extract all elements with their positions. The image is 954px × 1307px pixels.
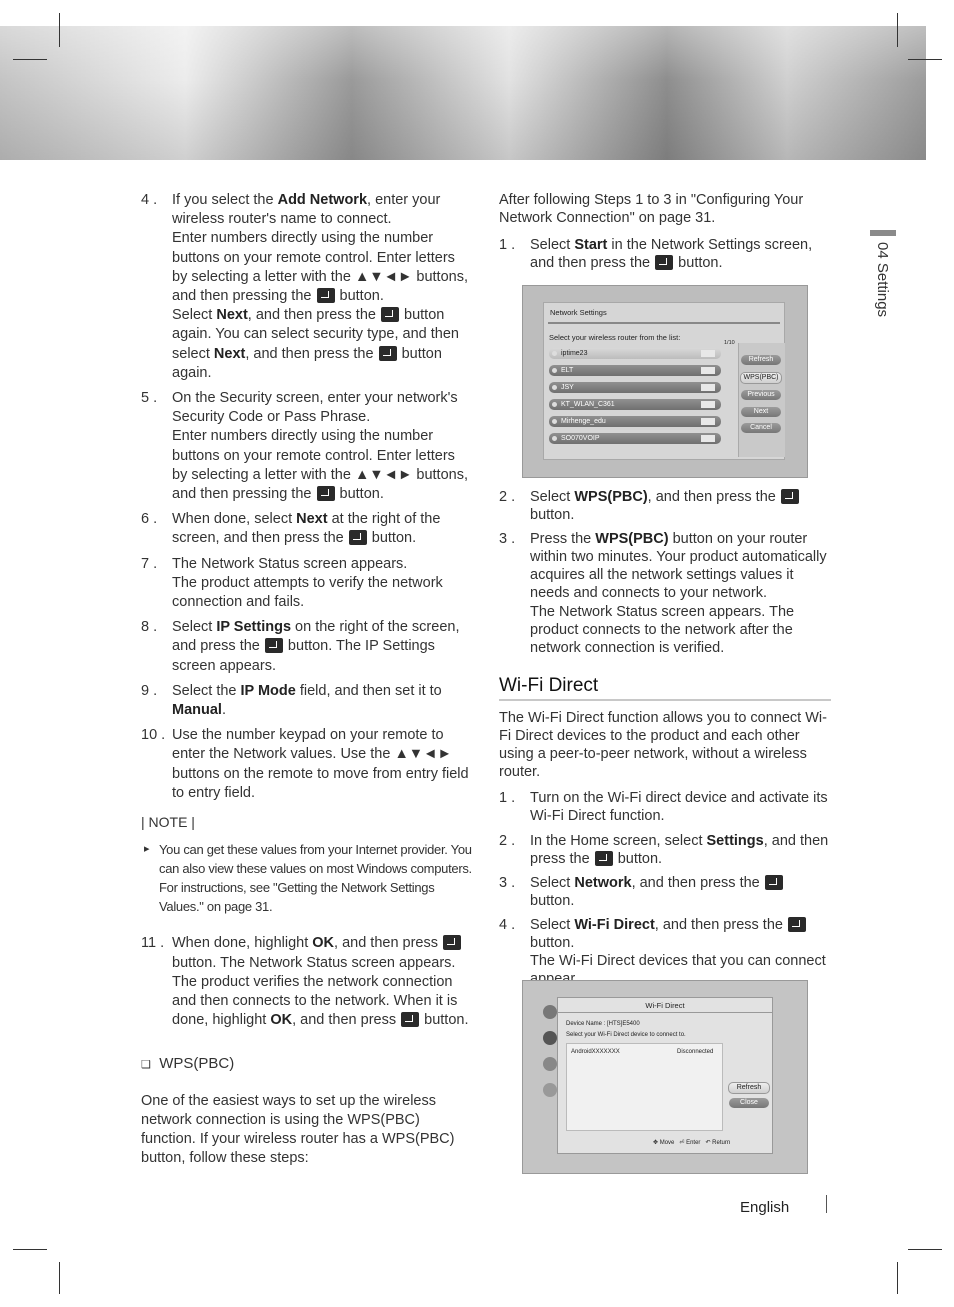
term: OK <box>270 1012 293 1029</box>
step-7 <box>141 555 473 613</box>
divider <box>548 322 780 324</box>
crop-mark <box>908 59 942 60</box>
device-list <box>566 1043 723 1131</box>
note-heading: | NOTE | <box>141 814 195 831</box>
text: Select the <box>172 682 241 699</box>
network-name: Mirhenge_edu <box>561 418 606 425</box>
step-number: 1 . <box>499 790 516 807</box>
enter-icon <box>317 288 335 303</box>
enter-icon <box>265 638 283 653</box>
network-name: iptime23 <box>561 350 588 357</box>
crop-mark <box>897 13 898 47</box>
term: IP Settings <box>216 619 292 636</box>
text: button. <box>674 254 723 271</box>
network-name: JSY <box>561 384 574 391</box>
wifi-step-4 <box>499 916 831 988</box>
term: Wi-Fi Direct <box>574 916 655 933</box>
refresh-button[interactable]: Refresh <box>728 1082 770 1094</box>
text: When done, highlight <box>172 935 313 952</box>
wps-intro: One of the easiest ways to set up the wireless network connection is using the WPS(PBC) function. If your wireless router has a WPS(PBC) button, follow these steps: <box>141 1092 455 1167</box>
wps-title: WPS(PBC) <box>159 1055 235 1073</box>
term: IP Mode <box>240 682 296 699</box>
chapter-tab <box>870 230 896 340</box>
text: Select <box>530 916 575 933</box>
enter-icon <box>655 255 673 270</box>
note-body: ▸ You can get these values from your Internet provider. You can also view these values on most Windows computers. For instructions, see "Getting the Network Settings Values." on page 31. <box>141 840 473 916</box>
text: . <box>221 702 226 719</box>
text: Use the number keypad on your remote to enter the Network values. Use the ▲▼◄► buttons on the remote to move from entry field to entry field. <box>172 727 469 801</box>
step-number: 7 . <box>141 555 158 572</box>
text: The Network Status screen appears. The product connects to the network after the network connection is verified. <box>530 603 795 656</box>
signal-icon <box>701 367 715 374</box>
text: button. <box>530 892 575 909</box>
step-number: 10 . <box>141 727 166 744</box>
text: , and then press <box>334 935 443 952</box>
intro-text: After following Steps 1 to 3 in "Configuring Your Network Connection" on page 31. <box>499 192 804 227</box>
term: WPS(PBC) <box>574 489 648 505</box>
enter-label: Enter <box>686 1140 701 1146</box>
wifi-direct-intro: The Wi-Fi Direct function allows you to connect Wi-Fi Direct devices to the product and each other using a peer-to-peer network, without a wireless router. <box>499 709 827 781</box>
enter-icon <box>379 346 397 361</box>
wifi-direct-screenshot <box>522 980 808 1174</box>
chapter-tab-bar <box>870 230 896 236</box>
network-name: SO070VOIP <box>561 435 600 442</box>
text: field, and then set it to <box>295 682 442 699</box>
right-column-top <box>499 191 831 278</box>
term: WPS(PBC) <box>595 531 669 548</box>
step-11 <box>141 934 473 1030</box>
text: button. <box>530 507 575 524</box>
page-indicator: 1/10 <box>724 340 735 346</box>
text: Enter numbers directly using the number buttons on your remote control. Enter letters by selecting a letter with the ▲▼◄► buttons, and then pressing the <box>172 230 468 305</box>
step-number: 5 . <box>141 390 158 407</box>
step-number: 4 . <box>141 192 158 208</box>
text: Turn on the Wi-Fi direct device and activate its Wi-Fi Direct function. <box>530 790 828 825</box>
chapter-tab-label: 04 Settings <box>874 242 891 318</box>
text: button. <box>420 1012 469 1029</box>
wifi-step-2 <box>499 832 831 868</box>
crop-mark <box>59 1262 60 1294</box>
dialog-title: Wi-Fi Direct <box>645 1001 685 1010</box>
network-row[interactable] <box>549 416 721 427</box>
text: button. <box>613 850 663 867</box>
wifi-direct-dialog <box>557 997 773 1154</box>
text: on the right of the screen, and press the <box>172 619 460 655</box>
network-row[interactable] <box>549 348 721 359</box>
network-name: ELT <box>561 367 574 374</box>
network-row[interactable] <box>549 365 721 376</box>
term: Manual <box>172 702 222 719</box>
language-footer: English <box>740 1199 790 1216</box>
network-row[interactable] <box>549 399 721 410</box>
text: , and then press <box>292 1012 401 1029</box>
term: Next <box>213 345 246 362</box>
step-6 <box>141 510 473 548</box>
step-number: 4 . <box>499 916 516 933</box>
step-8 <box>141 618 473 676</box>
step-number: 3 . <box>499 531 516 548</box>
wps-step-3 <box>499 530 831 657</box>
step-9 <box>141 682 473 720</box>
step-number: 3 . <box>499 874 516 891</box>
text: Select <box>530 874 575 891</box>
step-number: 2 . <box>499 489 516 505</box>
signal-icon <box>701 384 715 391</box>
enter-icon <box>765 875 783 890</box>
wps-step-2 <box>499 488 831 524</box>
step-number: 9 . <box>141 682 158 699</box>
text: Select <box>530 236 575 253</box>
term: OK <box>312 935 335 952</box>
device-item-name[interactable]: AndroidXXXXXXX <box>571 1049 620 1055</box>
left-column <box>141 191 473 1168</box>
step-number: 11 . <box>141 935 165 952</box>
enter-icon <box>781 489 799 504</box>
cancel-button[interactable]: Cancel <box>741 423 781 433</box>
term: Network <box>574 874 632 891</box>
signal-icon <box>701 350 715 357</box>
term: Next <box>216 307 248 324</box>
header-banner <box>0 26 926 160</box>
footer-divider <box>826 1195 827 1213</box>
text: , and then press the <box>631 874 764 891</box>
dialog-footer <box>653 1139 730 1148</box>
step-number: 2 . <box>499 832 516 849</box>
enter-icon <box>443 935 461 950</box>
network-name: KT_WLAN_C361 <box>561 401 615 408</box>
home-icons <box>543 1005 557 1135</box>
step-10 <box>141 726 473 803</box>
wps-step-1 <box>499 236 831 273</box>
text: button again. You can select security type, and then select <box>172 307 459 362</box>
text: On the Security screen, enter your network's Security Code or Pass Phrase. <box>172 390 458 426</box>
screen-title: Network Settings <box>550 308 607 317</box>
network-row[interactable] <box>549 382 721 393</box>
text: In the Home screen, select <box>530 832 707 849</box>
step-number: 8 . <box>141 619 158 636</box>
text: , and then press the <box>530 832 829 867</box>
text: , and then press the <box>647 489 780 505</box>
wifi-step-3 <box>499 874 831 910</box>
enter-icon <box>381 307 399 322</box>
enter-icon <box>401 1012 419 1027</box>
crop-mark <box>897 1262 898 1294</box>
text: in the Network Settings screen, and then press the <box>530 236 813 271</box>
text: at the right of the screen, and then press the <box>172 511 441 547</box>
term: Next <box>296 511 328 528</box>
step-5 <box>141 389 473 504</box>
text: , and then press the <box>245 345 378 362</box>
term: Settings <box>706 832 764 849</box>
step-4 <box>141 191 473 383</box>
crop-mark <box>59 13 60 47</box>
text: button. <box>335 288 384 305</box>
step-number: 1 . <box>499 236 516 253</box>
text: Select <box>172 619 217 636</box>
text: button. The Network Status screen appears. The product verifies the network connection and then connects to the network. When it is done, highlight <box>172 954 458 1029</box>
device-item-status: Disconnected <box>677 1049 714 1055</box>
return-label: Return <box>712 1140 731 1146</box>
screen-subtitle: Select your wireless router from the list: <box>549 333 681 342</box>
text: Enter numbers directly using the number buttons on your remote control. Enter letters by selecting a letter with the ▲▼◄► buttons, and then pressing the <box>172 428 468 503</box>
network-settings-screenshot <box>522 285 808 478</box>
signal-icon <box>701 418 715 425</box>
previous-button[interactable]: Previous <box>741 390 781 400</box>
text: The Network Status screen appears. <box>172 555 408 572</box>
text: button. <box>367 530 417 547</box>
enter-icon <box>317 486 335 501</box>
text: button. <box>335 486 384 503</box>
enter-icon: ⏎ <box>679 1140 685 1146</box>
text: Press the <box>530 531 596 548</box>
close-button[interactable]: Close <box>729 1098 769 1108</box>
right-column-mid <box>499 488 831 994</box>
wifi-direct-heading: Wi-Fi Direct <box>499 677 831 701</box>
crop-mark <box>908 1249 942 1250</box>
next-button[interactable]: Next <box>741 407 781 417</box>
signal-icon <box>701 401 715 408</box>
text: Select <box>172 307 217 324</box>
move-label: Move <box>659 1140 675 1146</box>
checkbox-icon: ❑ <box>141 1059 151 1072</box>
text: , enter your wireless router's name to connect. <box>172 192 441 228</box>
network-row[interactable] <box>549 433 721 444</box>
crop-mark <box>13 59 47 60</box>
term: Start <box>574 236 608 253</box>
text: button on your router within two minutes. Your product automatically acquires all the network settings values it needs and connects to your network. <box>530 531 827 602</box>
signal-icon <box>701 435 715 442</box>
enter-icon <box>595 851 613 866</box>
text: , and then press the <box>247 307 380 324</box>
text: button. <box>530 934 575 951</box>
step-number: 6 . <box>141 511 158 528</box>
wifi-step-1 <box>499 789 831 825</box>
wps-heading <box>141 1054 473 1075</box>
instruction-text: Select your Wi-Fi Direct device to connect to. <box>566 1032 686 1038</box>
return-icon: ↶ <box>705 1140 711 1146</box>
text: When done, select <box>172 511 297 528</box>
text: button again. <box>172 345 442 381</box>
text: If you select the <box>172 192 278 208</box>
text: The product attempts to verify the network connection and fails. <box>172 574 443 611</box>
enter-icon <box>788 917 806 932</box>
text: , and then press the <box>654 916 787 933</box>
text: The Wi-Fi Direct devices that you can connect <box>530 953 826 970</box>
device-name-label: Device Name : [HTS]E5400 <box>566 1021 640 1027</box>
crop-mark <box>13 1249 47 1250</box>
enter-icon <box>349 530 367 545</box>
text: Select <box>530 489 575 505</box>
term: Add Network <box>277 192 368 208</box>
refresh-button[interactable]: Refresh <box>741 355 781 365</box>
text: button. The IP Settings screen appears. <box>172 638 435 674</box>
wps-pbc-button[interactable]: WPS(PBC) <box>740 372 782 384</box>
move-icon: ✥ <box>653 1140 659 1146</box>
